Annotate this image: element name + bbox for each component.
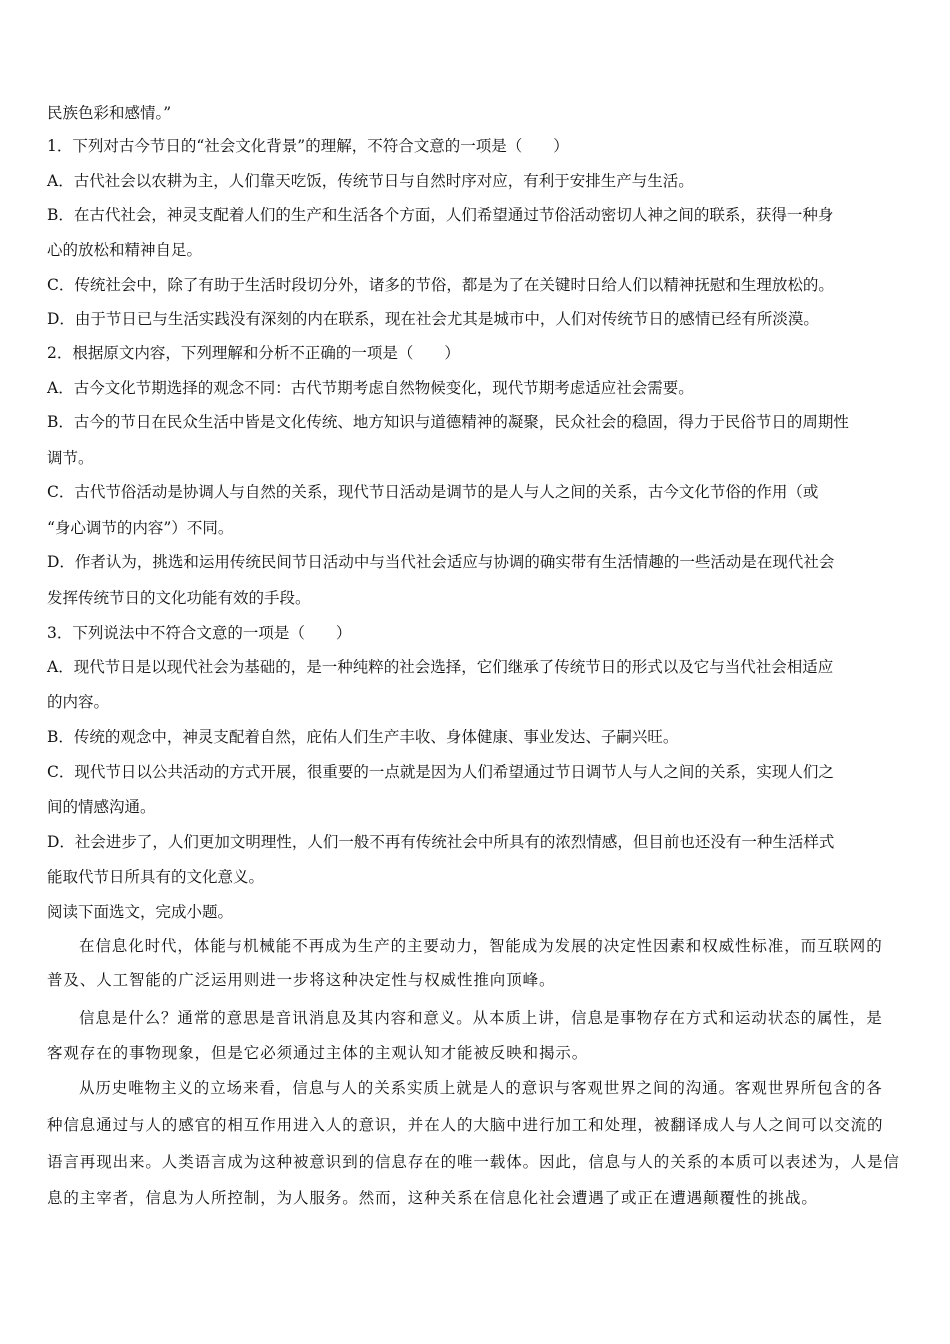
passage-paragraph-1: 在信息化时代，体能与机械能不再成为生产的主要动力，智能成为发展的决定性因素和权威性标准，而互联网的 bbox=[79, 937, 883, 955]
question-1-option-a: A．古代社会以农耕为主，人们靠天吃饭，传统节日与自然时序对应，有利于安排生产与生活。 bbox=[47, 172, 694, 190]
question-1-stem: 1．下列对古今节日的“社会文化背景”的理解，不符合文意的一项是（ ） bbox=[47, 137, 569, 155]
passage-paragraph-3: 从历史唯物主义的立场来看，信息与人的关系实质上就是人的意识与客观世界之间的沟通。客观世界所包含的各 bbox=[79, 1079, 883, 1097]
question-2-option-c: C．古代节俗活动是协调人与自然的关系，现代节日活动是调节的是人与人之间的关系，古今文化节俗的作用（或 bbox=[47, 483, 819, 501]
question-3-option-d-cont: 能取代节日所具有的文化意义。 bbox=[47, 868, 265, 886]
passage-paragraph-1-cont: 普及、人工智能的广泛运用则进一步将这种决定性与权威性推向顶峰。 bbox=[47, 971, 556, 989]
question-2-option-d: D．作者认为，挑选和运用传统民间节日活动中与当代社会适应与协调的确实带有生活情趣的一些活动是在现代社会 bbox=[47, 553, 835, 571]
text-line: 民族色彩和感情。” bbox=[47, 104, 172, 122]
question-1-option-b-cont: 心的放松和精神自足。 bbox=[47, 241, 203, 259]
passage-paragraph-3-cont: 语言再现出来。人类语言成为这种被意识到的信息存在的唯一载体。因此，信息与人的关系的本质可以表述为，人是信 bbox=[47, 1153, 900, 1171]
passage-paragraph-3-cont: 息的主宰者，信息为人所控制，为人服务。然而，这种关系在信息化社会遭遇了或正在遭遇颠覆性的挑战。 bbox=[47, 1189, 818, 1207]
question-2-option-a: A．古今文化节期选择的观念不同：古代节期考虑自然物候变化，现代节期考虑适应社会需要。 bbox=[47, 379, 694, 397]
reading-instruction: 阅读下面选文，完成小题。 bbox=[47, 903, 234, 921]
question-3-option-b: B．传统的观念中，神灵支配着自然，庇佑人们生产丰收、身体健康、事业发达、子嗣兴旺。 bbox=[47, 728, 679, 746]
question-2-option-d-cont: 发挥传统节日的文化功能有效的手段。 bbox=[47, 589, 311, 607]
passage-paragraph-2-cont: 客观存在的事物现象，但是它必须通过主体的主观认知才能被反映和揭示。 bbox=[47, 1044, 589, 1062]
question-2-option-b: B．古今的节日在民众生活中皆是文化传统、地方知识与道德精神的凝聚，民众社会的稳固，得力于民俗节日的周期性 bbox=[47, 413, 849, 431]
question-3-option-c: C．现代节日以公共活动的方式开展，很重要的一点就是因为人们希望通过节日调节人与人之间的关系，实现人们之 bbox=[47, 763, 834, 781]
question-1-option-d: D．由于节日已与生活实践没有深刻的内在联系，现在社会尤其是城市中，人们对传统节日的感情已经有所淡漠。 bbox=[47, 310, 819, 328]
question-3-option-a-cont: 的内容。 bbox=[47, 693, 110, 711]
question-3-option-d: D．社会进步了，人们更加文明理性，人们一般不再有传统社会中所具有的浓烈情感，但目前也还没有一种生活样式 bbox=[47, 833, 835, 851]
question-1-option-b: B．在古代社会，神灵支配着人们的生产和生活各个方面，人们希望通过节俗活动密切人神之间的联系，获得一种身 bbox=[47, 206, 834, 224]
passage-paragraph-2: 信息是什么？通常的意思是音讯消息及其内容和意义。从本质上讲，信息是事物存在方式和运动状态的属性，是 bbox=[79, 1009, 883, 1027]
question-1-option-c: C．传统社会中，除了有助于生活时段切分外，诸多的节俗，都是为了在关键时日给人们以精神抚慰和生理放松的。 bbox=[47, 276, 834, 294]
question-3-stem: 3．下列说法中不符合文意的一项是（ ） bbox=[47, 624, 352, 642]
question-2-option-c-cont: “身心调节的内容”）不同。 bbox=[47, 519, 234, 537]
question-2-option-b-cont: 调节。 bbox=[47, 449, 94, 467]
passage-paragraph-3-cont: 种信息通过与人的感官的相互作用进入人的意识，并在人的大脑中进行加工和处理，被翻译成人与人之间可以交流的 bbox=[47, 1116, 884, 1134]
question-3-option-a: A．现代节日是以现代社会为基础的，是一种纯粹的社会选择，它们继承了传统节日的形式以及它与当代社会相适应 bbox=[47, 658, 834, 676]
question-2-stem: 2．根据原文内容，下列理解和分析不正确的一项是（ ） bbox=[47, 344, 460, 362]
question-3-option-c-cont: 间的情感沟通。 bbox=[47, 798, 156, 816]
